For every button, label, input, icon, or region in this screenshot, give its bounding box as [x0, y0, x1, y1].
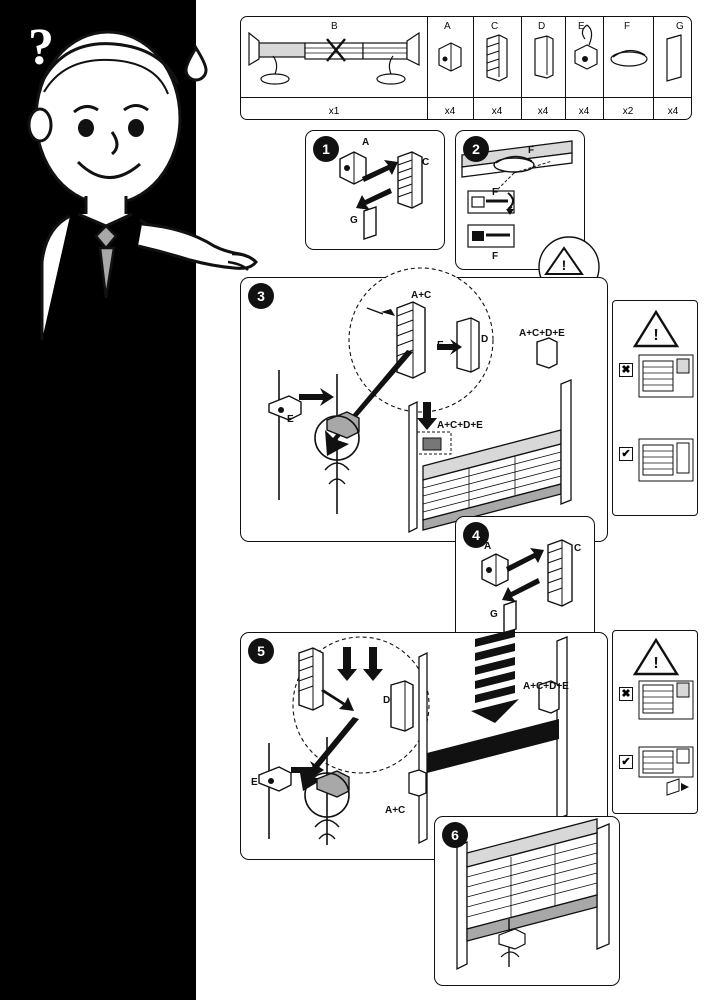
- step-2-label-F-top: F: [528, 145, 535, 156]
- step-6-number: 6: [442, 822, 468, 848]
- step-2-number: 2: [463, 136, 489, 162]
- part-label-G: G: [676, 21, 684, 32]
- cross-box-step5: ✖: [619, 687, 633, 701]
- step-3-number: 3: [248, 283, 274, 309]
- step-4-label-G: G: [490, 609, 498, 620]
- svg-text:!: !: [561, 257, 567, 273]
- question-mark: ?: [28, 19, 54, 76]
- step-1-label-A: A: [362, 137, 370, 148]
- part-qty-B: x1: [328, 106, 340, 117]
- part-qty-E: x4: [578, 106, 590, 117]
- part-qty-A: x4: [444, 106, 456, 117]
- step-1-number: 1: [313, 136, 339, 162]
- step-3-label-E: E: [437, 340, 444, 351]
- step-5-label-E: E: [251, 777, 258, 788]
- part-qty-C: x4: [491, 106, 503, 117]
- cross-box-step3: ✖: [619, 363, 633, 377]
- step5-wrong-illustration: [637, 679, 695, 721]
- step-5-number: 5: [248, 638, 274, 664]
- part-qty-D: x4: [537, 106, 549, 117]
- warning-triangle-step5: [633, 637, 679, 677]
- warning-triangle-step3: [633, 309, 679, 349]
- step-4-label-A: A: [484, 541, 492, 552]
- part-label-F: F: [624, 21, 631, 32]
- parts-table: [240, 16, 692, 120]
- part-label-B: B: [331, 21, 338, 32]
- step-3-label-E-left: E: [287, 414, 294, 425]
- check-box-step5: ✔: [619, 755, 633, 769]
- step-2-label-F-mid: F: [492, 187, 499, 198]
- step-2-label-F-bot: F: [492, 251, 499, 262]
- step-5-check-panel: [612, 630, 698, 814]
- step3-correct-illustration: [637, 437, 695, 483]
- part-qty-G: x4: [667, 106, 679, 117]
- step-5-label-D: D: [383, 695, 391, 706]
- step-5-label-ACDE: A+C+D+E: [523, 681, 569, 692]
- step-4-label-C: C: [574, 543, 582, 554]
- part-label-A: A: [444, 21, 451, 32]
- step3-wrong-illustration: [637, 353, 695, 399]
- step-3-check-panel: [612, 300, 698, 516]
- step-3-label-ACDE-right: A+C+D+E: [519, 328, 565, 339]
- mascot-illustration: [0, 0, 270, 330]
- step-3-label-ACDE-mid: A+C+D+E: [437, 420, 483, 431]
- step-1-label-G: G: [350, 215, 358, 226]
- step-1-label-C: C: [422, 157, 430, 168]
- step5-correct-illustration: [637, 745, 695, 795]
- part-qty-F: x2: [622, 106, 634, 117]
- step-5-label-AC: A+C: [385, 805, 406, 816]
- svg-text:!: !: [653, 327, 659, 344]
- part-label-E: E: [578, 21, 585, 32]
- step-3-label-D: D: [481, 334, 489, 345]
- step-3-label-AC: A+C: [411, 290, 432, 301]
- check-box-step3: ✔: [619, 447, 633, 461]
- part-label-D: D: [538, 21, 546, 32]
- part-label-C: C: [491, 21, 499, 32]
- svg-text:!: !: [653, 655, 659, 672]
- step-4-number: 4: [463, 522, 489, 548]
- parts-illustrations: [241, 17, 693, 97]
- step-3-panel: [240, 277, 608, 542]
